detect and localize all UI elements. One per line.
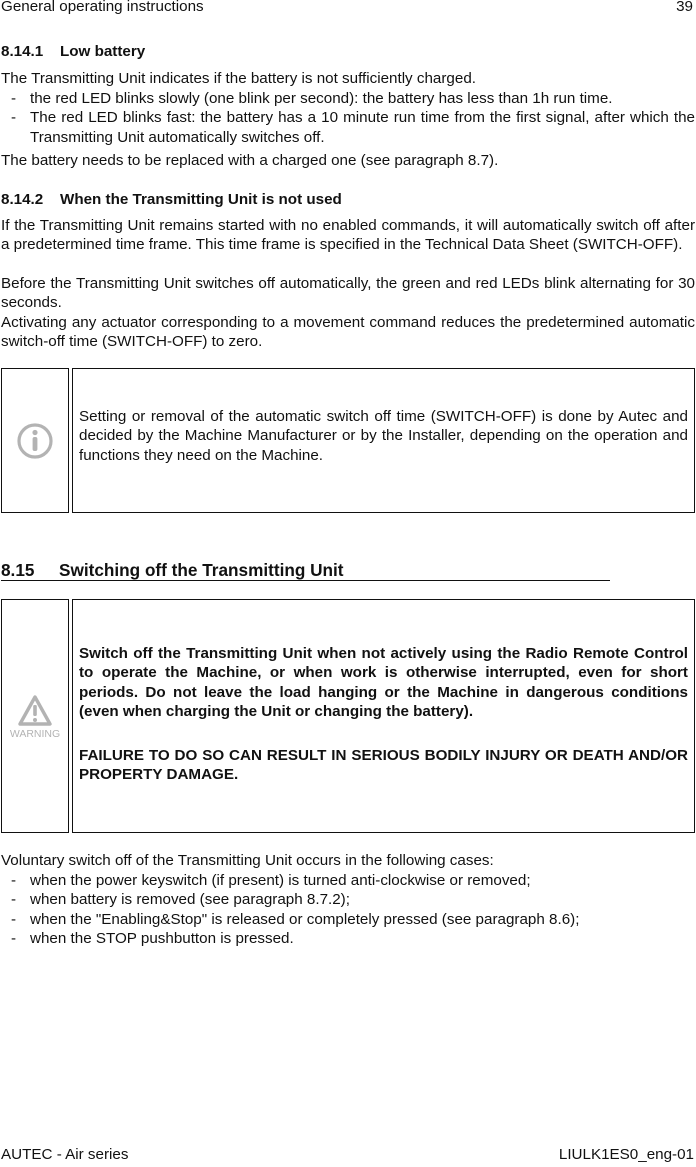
- list-item: - when the power keyswitch (if present) is turned anti-clockwise or removed;: [11, 872, 531, 889]
- warning-caps-text: FAILURE TO DO SO CAN RESULT IN SERIOUS BODILY INJURY OR DEATH AND/OR PROPERTY DAMAGE.: [79, 747, 688, 784]
- list-item: - when the STOP pushbutton is pressed.: [11, 930, 294, 948]
- warning-box: [1, 599, 695, 833]
- low-battery-list: [1, 89, 695, 147]
- switch-off-intro: Voluntary switch off of the Transmitting Unit occurs in the following cases:: [1, 852, 494, 869]
- heading-title: When the Transmitting Unit is not used: [60, 191, 342, 208]
- page-number: 39: [676, 0, 693, 15]
- heading-8-15: [1, 561, 344, 580]
- info-icon: [15, 421, 55, 461]
- not-used-paragraph-1: If the Transmitting Unit remains started with no enabled commands, it will automatically switch off after a predetermined time frame. This time frame is specified in the Technical Data Sheet (SWITCH-OFF).: [1, 217, 695, 254]
- heading-8-14-2: [1, 190, 342, 209]
- heading-number: 8.15: [1, 560, 35, 580]
- low-battery-outro: The battery needs to be replaced with a charged one (see paragraph 8.7).: [1, 152, 499, 169]
- list-item: - the red LED blinks slowly (one blink per second): the battery has less than 1h run time.: [11, 90, 613, 107]
- heading-title: Low battery: [60, 43, 146, 60]
- warning-icon-cell: [1, 599, 69, 833]
- heading-underline: [1, 580, 610, 581]
- warning-icon: [5, 692, 65, 742]
- page-header: [0, 0, 696, 17]
- not-used-paragraph-3: Activating any actuator corresponding to a movement command reduces the predetermined automatic switch-off time (SWITCH-OFF) to zero.: [1, 314, 695, 351]
- heading-title: Switching off the Transmitting Unit: [59, 560, 344, 580]
- low-battery-intro: The Transmitting Unit indicates if the battery is not sufficiently charged.: [1, 70, 476, 87]
- not-used-paragraph-2: Before the Transmitting Unit switches off automatically, the green and red LEDs blink alternating for 30 seconds.: [1, 275, 695, 312]
- heading-number: 8.14.1: [1, 43, 44, 60]
- list-item: - when battery is removed (see paragraph 8.7.2);: [11, 891, 350, 909]
- list-item: - when the "Enabling&Stop" is released or completely pressed (see paragraph 8.6);: [11, 910, 580, 928]
- info-note-box: [1, 368, 695, 513]
- page-footer: [0, 1145, 696, 1165]
- heading-number: 8.14.2: [1, 191, 44, 208]
- info-icon-cell: [1, 368, 69, 513]
- switch-off-list: [1, 871, 695, 949]
- warning-icon-label: WARNING: [9, 728, 61, 740]
- info-text-cell: [72, 368, 695, 513]
- footer-right: LIULK1ES0_eng-01: [558, 1146, 694, 1163]
- heading-8-14-1: [1, 42, 145, 61]
- warning-text: Switch off the Transmitting Unit when not actively using the Radio Remote Control to operate the Machine, or when work is otherwise interrupted, even for short periods. Do not leave the load hanging or the Machine in dangerous conditions (even when charging the Unit or changing the battery).: [79, 645, 688, 721]
- warning-text-cell: [72, 599, 695, 833]
- info-note-text: Setting or removal of the automatic switch off time (SWITCH-OFF) is done by Autec and decided by the Machine Manufacturer or by the Installer, depending on the operation and functions they need on the Machine.: [79, 408, 688, 464]
- header-title: General operating instructions: [1, 0, 204, 15]
- list-item: - The red LED blinks fast: the battery has a 10 minute run time from the first signal, after which the Transmitting Unit automatically switches off.: [11, 109, 695, 146]
- footer-left: AUTEC - Air series: [1, 1146, 129, 1163]
